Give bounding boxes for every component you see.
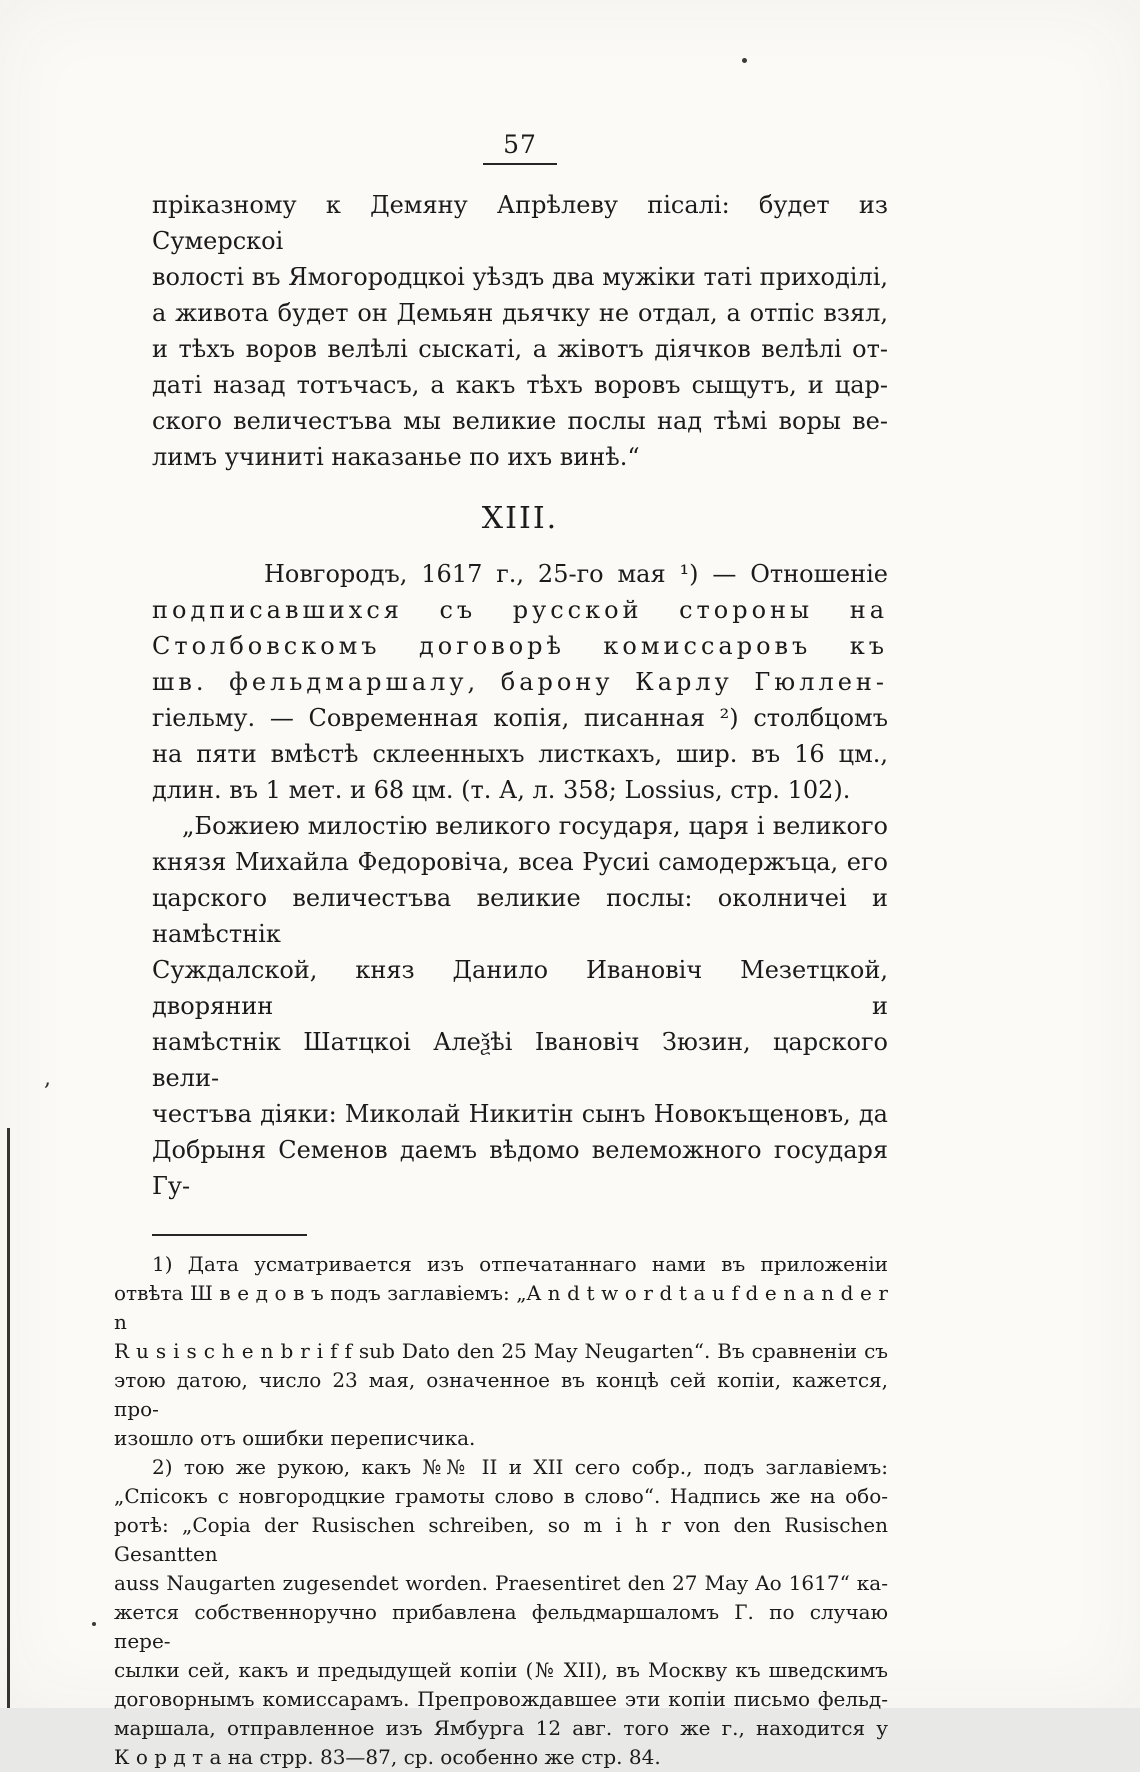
text-line: К о р д т а на стрр. 83—87, ср. особенно же стр. 84. (114, 1745, 661, 1769)
description-paragraph (152, 556, 888, 808)
scan-ink-dot-artifact (742, 58, 747, 63)
text-line: 2) тою же рукою, какъ №№ II и XII сего собр., подъ заглавіемъ: (152, 1455, 888, 1479)
text-line: изошло отъ ошибки переписчика. (114, 1426, 476, 1450)
scan-comma-artifact: , (44, 1066, 51, 1091)
text-line: даті назад тотъчасъ, а какъ тѣхъ воровъ сыщутъ, и цар- (152, 371, 888, 399)
text-line: честъва діяки: Миколай Никитін сынъ Новокъщеновъ, да (152, 1100, 888, 1128)
footnote-2 (114, 1453, 888, 1772)
page-number-block (152, 130, 888, 165)
text-line: гіельму. — Современная копія, писанная ²) столбцомъ (152, 704, 888, 732)
text-line: князя Михайла Федоровіча, всеа Русиі самодержъца, его (152, 848, 888, 876)
text-line: 1) Дата усматривается изъ отпечатаннаго нами въ приложеніи (152, 1252, 888, 1276)
text-line: Добрыня Семенов даемъ вѣдомо велеможного государя Гу- (152, 1136, 888, 1200)
footnote-1 (114, 1250, 888, 1453)
intro-paragraph (152, 187, 888, 475)
text-line: договорнымъ комиссарамъ. Препровождавшее эти копіи письмо фельд- (114, 1687, 888, 1711)
text-line: жется собственноручно прибавлена фельдмаршаломъ Г. по случаю пере- (114, 1600, 888, 1653)
text-line: отвѣта Ш в е д о в ъ подъ заглавіемъ: „A n d t w o r d t a u f d e n a n d e r n (114, 1281, 888, 1334)
text-line: Новгородъ, 1617 г., 25-го мая ¹) — Отношеніе (264, 560, 888, 588)
text-line: пріказному к Демяну Апрѣлеву пісалі: будет из Сумерскоі (152, 191, 888, 255)
text-line: „Спісокъ с новгородцкие грамоты слово в слово“. Надпись же на обо- (114, 1484, 888, 1508)
text-line: Столбовскомъ договорѣ комиссаровъ къ (152, 632, 888, 660)
text-line: Суждалской, княз Данило Ивановіч Мезетцкой, дворянин и (152, 956, 888, 1020)
text-line: волості въ Ямогородцкоі уѣздъ два мужіки таті приходілі, (152, 263, 888, 291)
text-line: сылки сей, какъ и предыдущей копіи (№ XII), въ Москву къ шведскимъ (114, 1658, 888, 1682)
footnote-separator-rule (152, 1234, 307, 1236)
page-number: 57 (503, 130, 537, 159)
text-line: царского величестъва великие послы: околничеі и намѣстнік (152, 884, 888, 948)
text-line: намѣстнік Шатцкоі Алеѯѣі Івановіч Зюзин, царского вели- (152, 1028, 888, 1092)
text-line: а живота будет он Демьян дьячку не отдал, а отпіс взял, (152, 299, 888, 327)
text-line: и тѣхъ воров велѣлі сыскаті, а жівотъ діячков велѣлі от- (152, 335, 888, 363)
text-line: „Божиею милостію великого государя, царя і великого (182, 812, 888, 840)
page-number-underline (483, 163, 557, 165)
text-line: ротѣ: „Copia der Rusischen schreiben, so m i h r von den Rusischen Gesantten (114, 1513, 888, 1566)
body-paragraph (152, 808, 888, 1204)
section-heading: XIII. (481, 501, 559, 536)
footnotes-block (114, 1250, 888, 1772)
text-line: шв. фельдмаршалу, барону Карлу Гюллен- (152, 668, 888, 696)
text-line: ского величестъва мы великие послы над тѣмі воры ве- (152, 407, 888, 435)
text-line: длин. въ 1 мет. и 68 цм. (т. А, л. 358; Lossius, стр. 102). (152, 776, 851, 804)
text-column (114, 130, 888, 1772)
text-line: маршала, отправленное изъ Ямбурга 12 авг. того же г., находится у (114, 1716, 888, 1740)
text-line: R u s i s c h e n b r i f f sub Dato den 25 May Neugarten“. Въ сравненіи съ (114, 1339, 888, 1363)
binding-edge-line-artifact (7, 1128, 10, 1708)
text-line: подписавшихся съ русской стороны на (152, 596, 888, 624)
text-line: на пяти вмѣстѣ склеенныхъ листкахъ, шир. въ 16 цм., (152, 740, 888, 768)
text-line: лимъ учиниті наказанье по ихъ винѣ.“ (152, 443, 640, 471)
text-line: auss Naugarten zugesendet worden. Praesentiret den 27 May Ao 1617“ ка- (114, 1571, 888, 1595)
scan-ink-dot-artifact-bottom (92, 1622, 96, 1626)
text-line: этою датою, число 23 мая, означенное въ концѣ сей копіи, кажется, про- (114, 1368, 888, 1421)
